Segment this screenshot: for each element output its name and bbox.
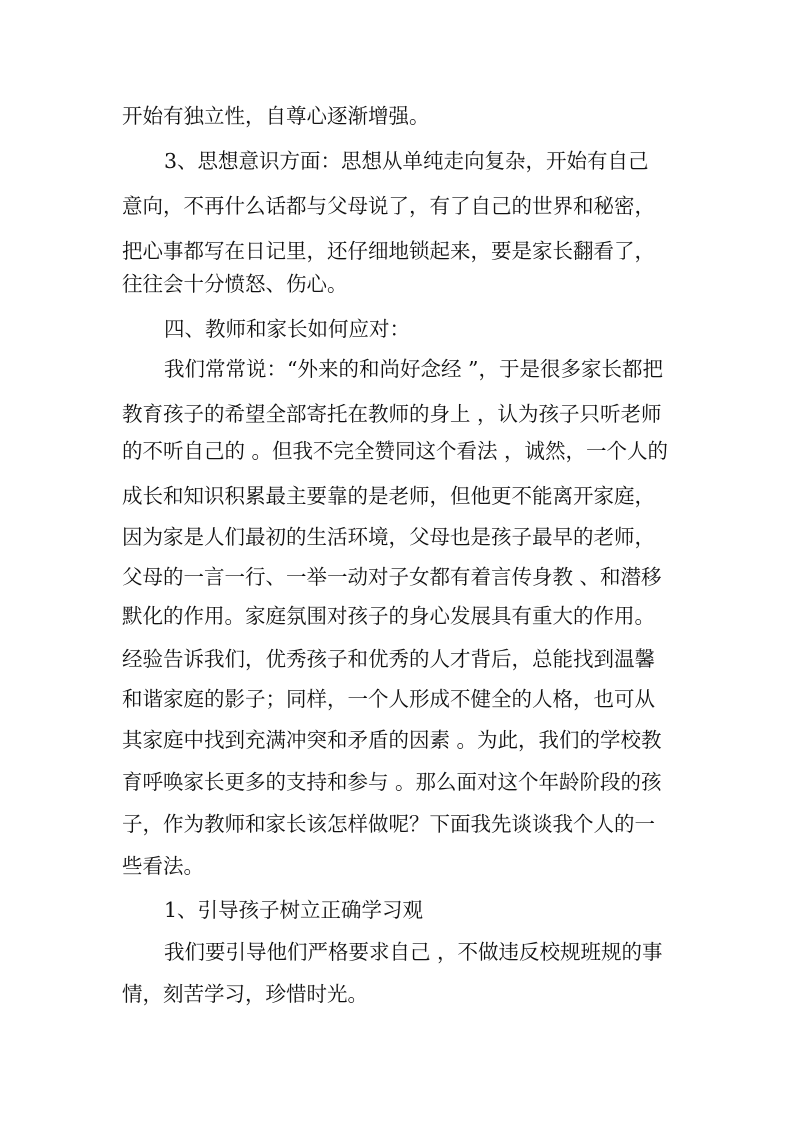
paragraph-line: 意向，不再什么话都与父母说了，有了自己的世界和秘密，	[122, 194, 655, 218]
paragraph-line: 和谐家庭的影子；同样，一个人形成不健全的人格，也可从	[122, 687, 655, 711]
section-heading-thought: 3、思想意识方面：思想从单纯走向复杂，开始有自己	[164, 149, 649, 173]
paragraph-line: 默化的作用。家庭氛围对孩子的身心发展具有重大的作用。	[122, 604, 655, 628]
paragraph-line: 把心事都写在日记里，还仔细地锁起来，要是家长翻看了，	[122, 239, 655, 263]
paragraph-line: 父母的一言一行、一举一动对子女都有着言传身教 、和潜移	[122, 565, 662, 589]
paragraph-line: 成长和知识积累最主要靠的是老师，但他更不能离开家庭，	[122, 484, 655, 508]
paragraph-line: 教育孩子的希望全部寄托在教师的身上 ，认为孩子只听老师	[122, 402, 662, 426]
paragraph-line: 因为家是人们最初的生活环境，父母也是孩子最早的老师，	[122, 525, 655, 549]
paragraph-line: 情，刻苦学习，珍惜时光。	[122, 982, 368, 1006]
paragraph-line: 子，作为教师和家长该怎样做呢？下面我先谈谈我个人的一	[122, 812, 655, 836]
paragraph-line: 往往会十分愤怒、伤心。	[122, 272, 348, 296]
paragraph-line: 的不听自己的 。但我不完全赞同这个看法 ，诚然，一个人的	[122, 439, 669, 463]
paragraph-line: 我们要引导他们严格要求自己 ，不做违反校规班规的事	[164, 940, 663, 964]
paragraph-line: 育呼唤家长更多的支持和参与 。那么面对这个年龄阶段的孩	[122, 770, 662, 794]
section-heading-response: 四、教师和家长如何应对：	[164, 317, 410, 341]
paragraph-line: 其家庭中找到充满冲突和矛盾的因素 。为此，我们的学校教	[122, 728, 662, 752]
paragraph-line: 经验告诉我们，优秀孩子和优秀的人才背后，总能找到温馨	[122, 647, 655, 671]
paragraph-line: 我们常常说：“外来的和尚好念经 ”，于是很多家长都把	[164, 357, 663, 381]
paragraph-line: 开始有独立性，自尊心逐渐增强。	[122, 104, 430, 128]
paragraph-line: 些看法。	[122, 854, 204, 878]
subsection-heading-study: 1、引导孩子树立正确学习观	[164, 898, 424, 922]
